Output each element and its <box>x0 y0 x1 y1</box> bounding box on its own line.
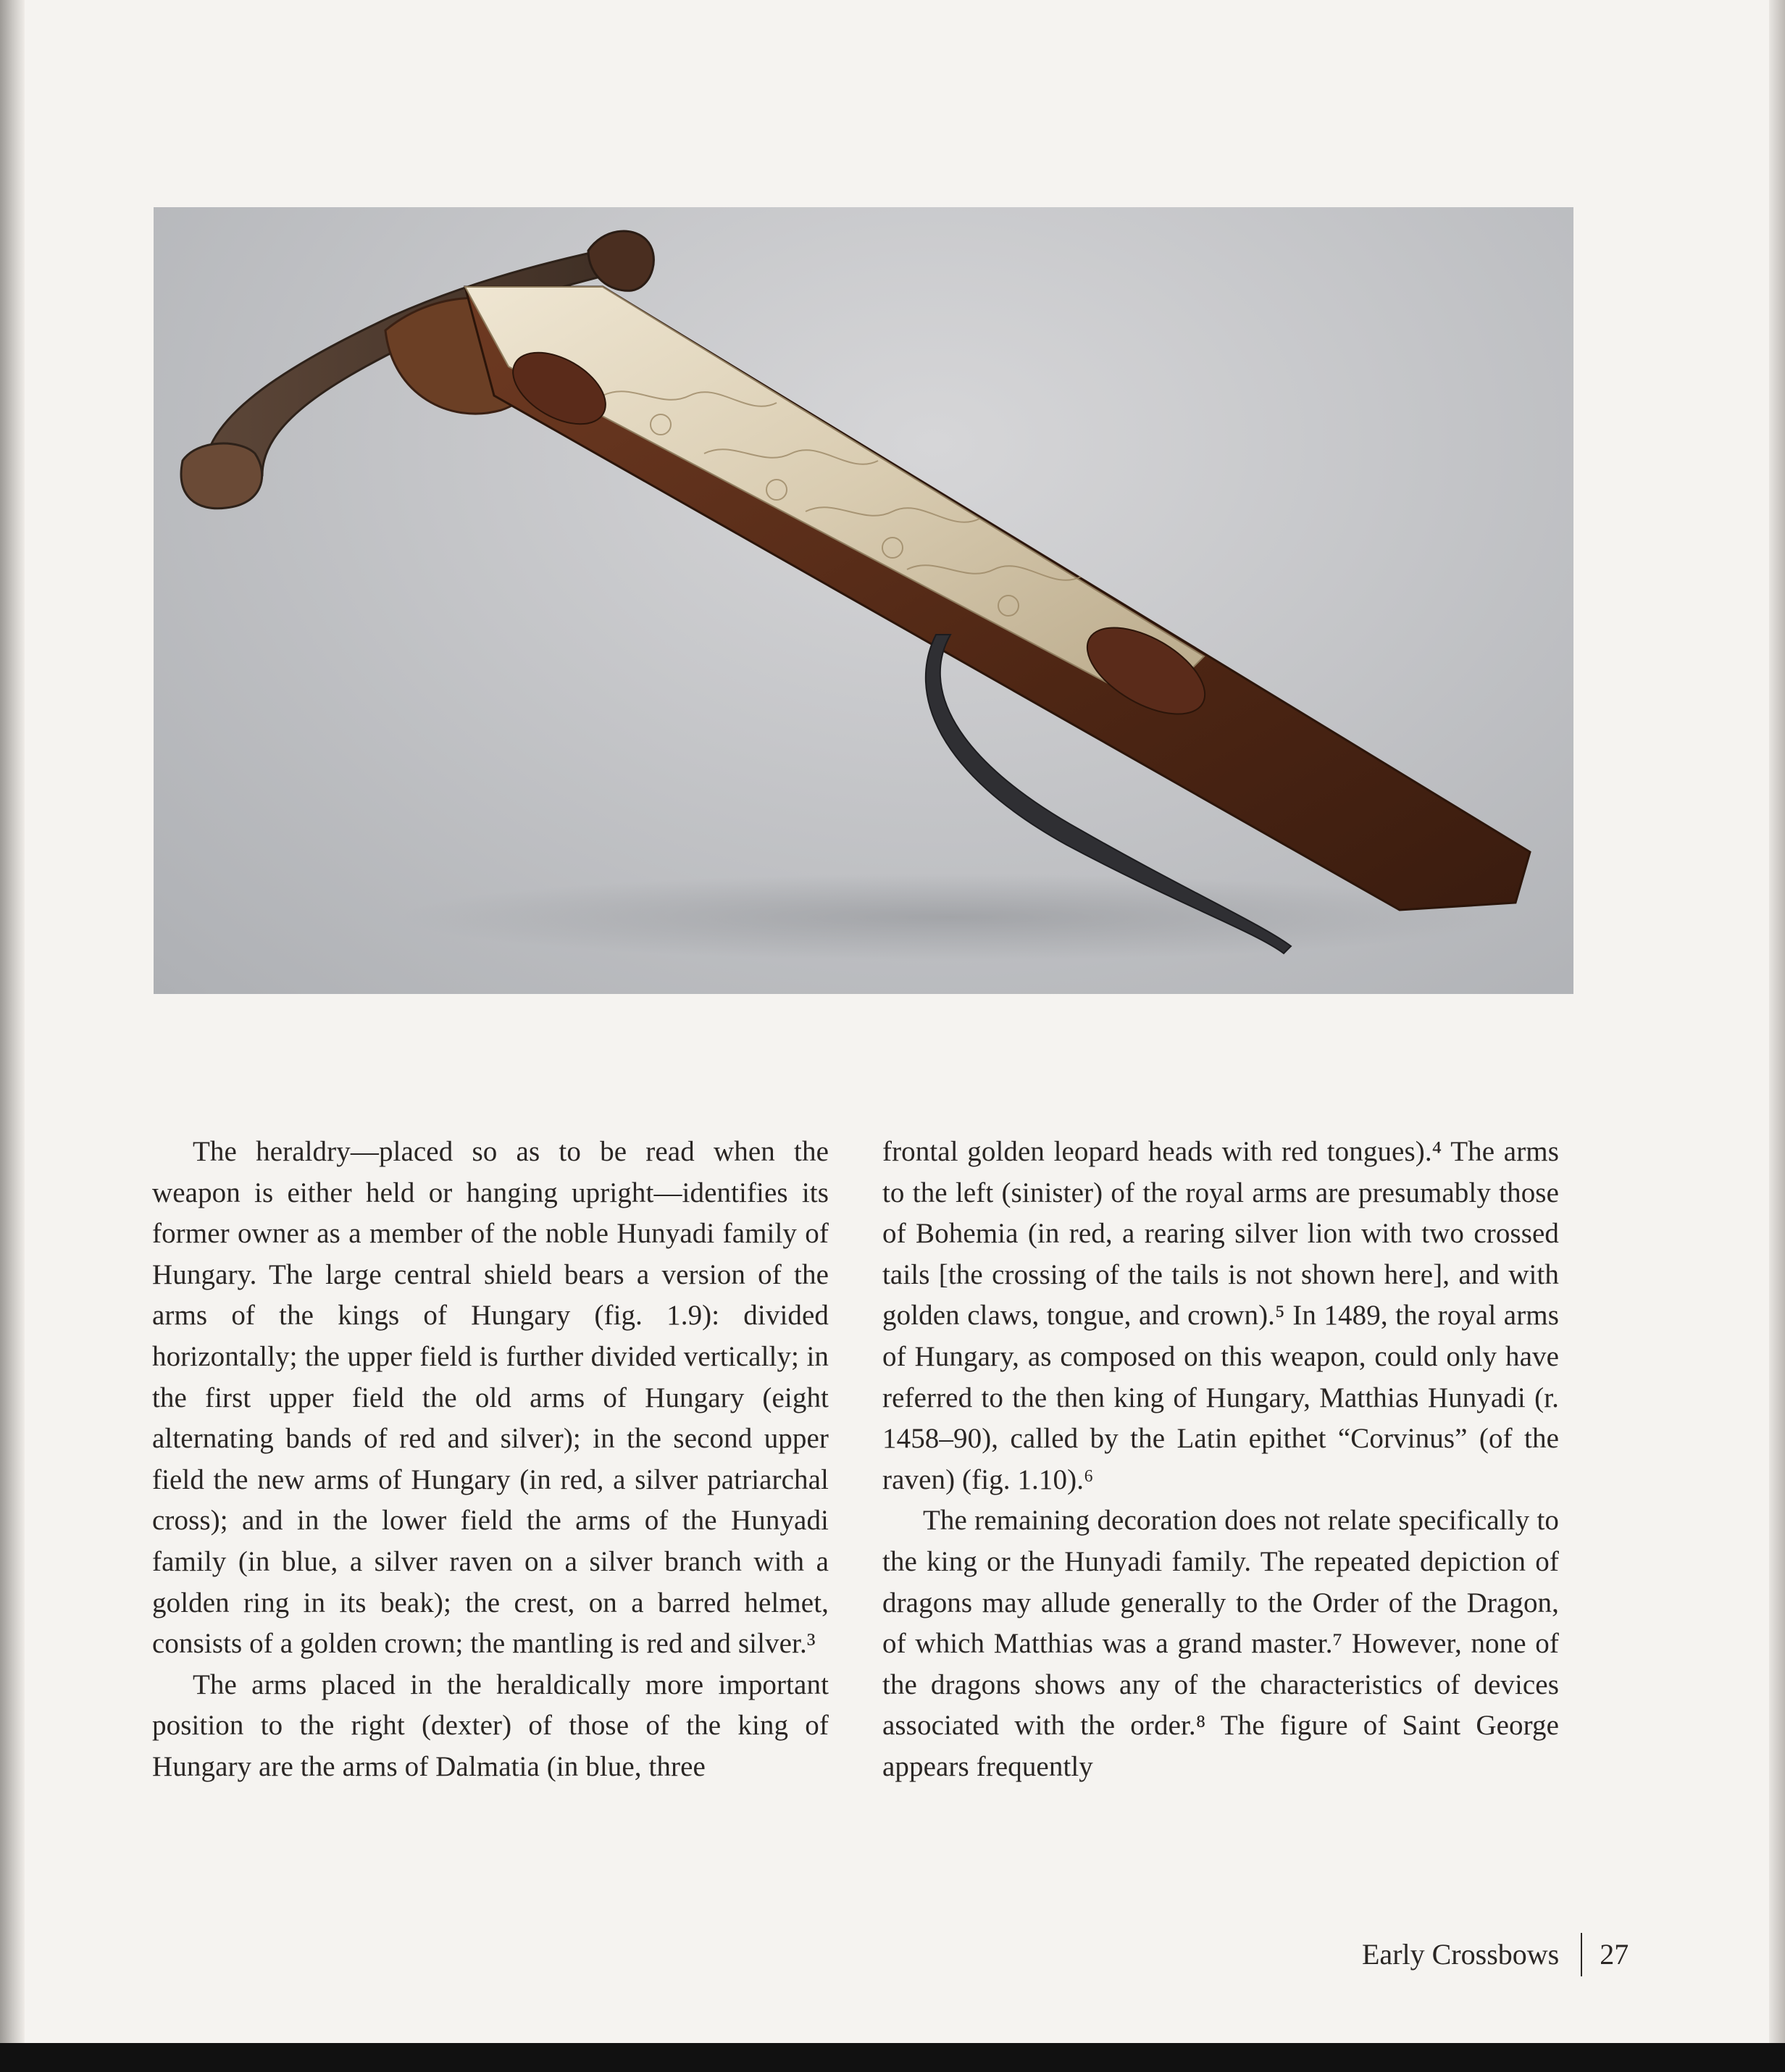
cast-shadow <box>400 874 1501 961</box>
paragraph-dexter-arms: The arms placed in the heraldically more important position to the right (dexter) of those of the king of Hungary are the arms of Dalmatia (in blue, three <box>152 1668 829 1782</box>
book-gutter-shadow <box>0 0 25 2072</box>
paragraph-continued: frontal golden leopard heads with red tongues).⁴ The arms to the left (sinister) of the royal arms are presumably those of Bohemia (in red, a rearing silver lion with two crossed tails [the crossing of the tails is not shown here], and with golden claws, tongue, and crown).⁵ In 1489, the royal arms of Hungary, as composed on this weapon, could only have referred to the then king of Hungary, Matthias Hunyadi (r. 1458–90), called by the Latin epithet “Corvinus” (of the raven) (fig. 1.10).⁶ <box>882 1136 1559 1495</box>
bow-tip-right <box>588 231 653 291</box>
footer-divider <box>1581 1933 1582 1976</box>
scan-bottom-edge <box>0 2043 1785 2072</box>
section-title: Early Crossbows <box>1362 1938 1560 1971</box>
page-number: 27 <box>1600 1938 1629 1971</box>
text-column-left <box>152 1132 829 1788</box>
paragraph-heraldry: The heraldry—placed so as to be read when the weapon is either held or hanging upright—identifies its former owner as a member of the noble Hunyadi family of Hungary. The large central shield bears a version of the arms of the kings of Hungary (fig. 1.9): divided horizontally; the upper field is further divided vertically; in the first upper field the old arms of Hungary (eight alternating bands of red and silver); in the second upper field the new arms of Hungary (in red, a silver patriarchal cross); and in the lower field the arms of the Hunyadi family (in blue, a silver raven on a silver branch with a golden ring in its beak); the crest, on a barred helmet, consists of a golden crown; the mantling is red and silver.³ <box>152 1136 829 1660</box>
crossbow-photograph <box>154 207 1573 994</box>
bow-tip-left <box>181 443 262 509</box>
page-edge <box>1769 0 1785 2072</box>
text-column-right <box>882 1132 1559 1788</box>
crossbow-illustration <box>154 207 1573 994</box>
running-footer <box>1362 1936 1629 1979</box>
paragraph-decoration: The remaining decoration does not relate specifically to the king or the Hunyadi family. The repeated depiction of dragons may allude generally to the Order of the Dragon, of which Matthias was a grand master.⁷ However, none of the dragons shows any of the characteristics of devices associated with the order.⁸ The figure of Saint George appears frequently <box>882 1505 1559 1782</box>
